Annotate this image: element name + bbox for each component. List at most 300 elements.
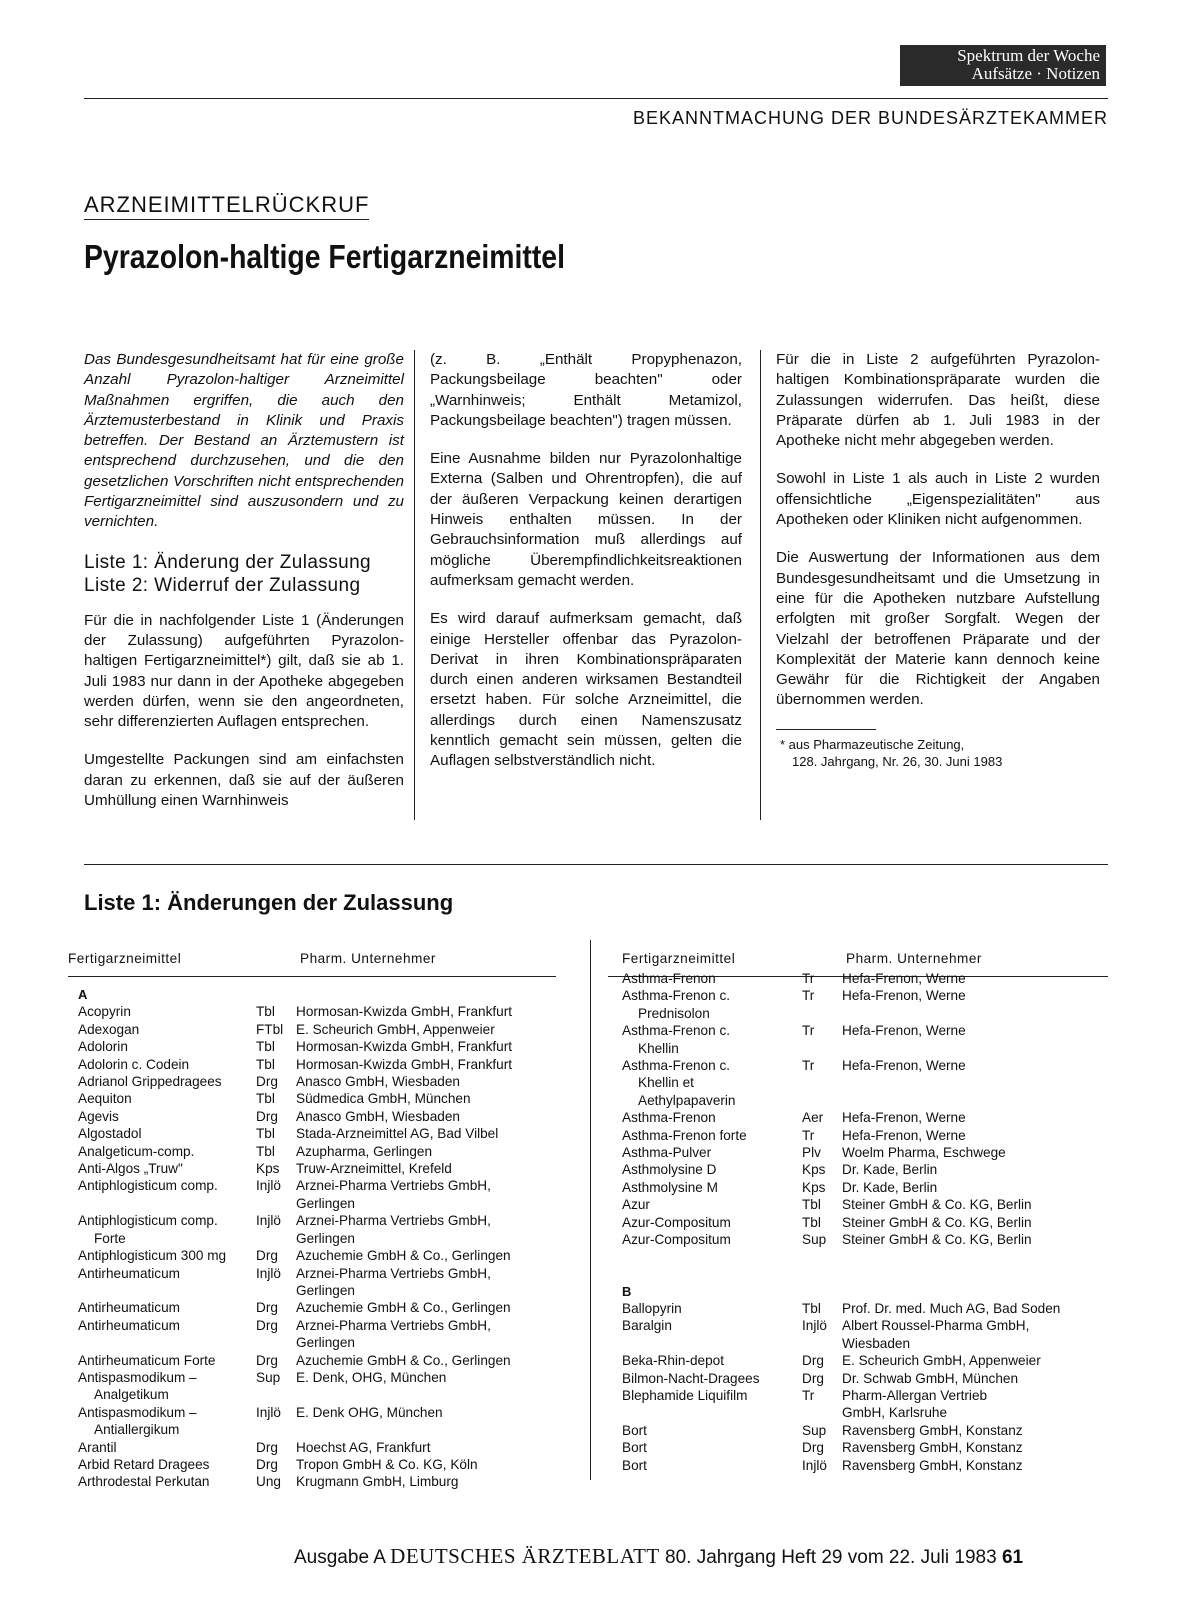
table-row bbox=[622, 1231, 1108, 1248]
drug-name bbox=[78, 1369, 256, 1404]
footer-issue: 80. Jahrgang Heft 29 vom 22. Juli 1983 bbox=[665, 1547, 997, 1568]
paragraph: Sowohl in Liste 1 als auch in Liste 2 wurden offensichtliche „Eigenspezialitäten" aus Apotheken oder Kliniken nicht aufgenommen. bbox=[776, 470, 1100, 529]
drug-name-continuation: Khellin bbox=[638, 1040, 679, 1056]
dosage-form: Injlö bbox=[256, 1213, 281, 1229]
table-row bbox=[78, 1177, 556, 1212]
drug-name bbox=[622, 1144, 802, 1161]
company-line: Gerlingen bbox=[296, 1195, 355, 1211]
table-row bbox=[622, 1022, 1108, 1057]
company bbox=[296, 1143, 556, 1160]
company-line: Anasco GmbH, Wiesbaden bbox=[296, 1074, 460, 1090]
company-line: Azuchemie GmbH & Co., Gerlingen bbox=[296, 1352, 511, 1368]
drug-name-line: Arantil bbox=[78, 1439, 117, 1455]
drug-name bbox=[78, 1143, 256, 1160]
company bbox=[296, 1038, 556, 1055]
dosage-form: Injlö bbox=[256, 1265, 281, 1281]
table-row bbox=[622, 970, 1108, 987]
paragraph: Es wird darauf aufmerksam gemacht, daß einige Hersteller offenbar das Pyrazolon-Derivat in ihren Kombinationspräparaten durch einen anderen wirksamen Bestandteil ersetzt haben. Für solche Arzneimittel, die allerdings durch einen Namenszusatz kenntlich gemacht sein müssen, gelten die Auflagen selbstverständlich nicht. bbox=[430, 610, 742, 770]
company-line: Azupharma, Gerlingen bbox=[296, 1143, 433, 1159]
drug-name bbox=[78, 1439, 256, 1456]
company-line: Tropon GmbH & Co. KG, Köln bbox=[296, 1456, 478, 1472]
table-rows bbox=[78, 986, 556, 1491]
table-row bbox=[78, 1056, 556, 1073]
company bbox=[842, 1144, 1108, 1161]
dosage-form: Ung bbox=[256, 1474, 281, 1490]
paragraph: (z. B. „Enthält Propyphenazon, Packungsbeilage beachten" oder „Warnhinweis; Enthält Metamizol, Packungsbeilage beachten") tragen müssen. bbox=[430, 351, 742, 429]
table-row bbox=[78, 1003, 556, 1020]
drug-name bbox=[78, 1073, 256, 1090]
alphabet-letter bbox=[622, 1283, 1108, 1300]
company bbox=[296, 1003, 556, 1020]
drug-name bbox=[622, 1300, 802, 1317]
table-row bbox=[78, 1352, 556, 1369]
company-line: E. Denk OHG, München bbox=[296, 1404, 443, 1420]
dosage-form: Injlö bbox=[256, 1404, 281, 1420]
article-column-3 bbox=[776, 350, 1100, 770]
company-line: Azuchemie GmbH & Co., Gerlingen bbox=[296, 1248, 511, 1264]
company-line: Hormosan-Kwizda GmbH, Frankfurt bbox=[296, 1056, 513, 1072]
company-line: Gerlingen bbox=[296, 1230, 355, 1246]
drug-name-line: Asthma-Frenon c. bbox=[622, 988, 731, 1004]
drug-name bbox=[78, 1247, 256, 1264]
company bbox=[296, 1299, 556, 1316]
drug-name-line: Asthma-Pulver bbox=[622, 1145, 712, 1161]
list-title: Liste 1: Änderungen der Zulassung bbox=[84, 890, 454, 915]
drug-name bbox=[622, 1196, 802, 1213]
drug-name bbox=[78, 1160, 256, 1177]
company bbox=[842, 1127, 1108, 1144]
dosage-form: FTbl bbox=[256, 1021, 284, 1037]
dosage-form: Tr bbox=[802, 1058, 815, 1074]
table-row bbox=[78, 1369, 556, 1404]
drug-name-line: Aequiton bbox=[78, 1091, 132, 1107]
company bbox=[842, 1457, 1108, 1474]
drug-name bbox=[622, 1022, 802, 1057]
column-header-company: Pharm. Unternehmer bbox=[300, 951, 436, 966]
company bbox=[296, 1090, 556, 1107]
drug-name bbox=[622, 1352, 802, 1369]
dosage-form: Tr bbox=[802, 988, 815, 1004]
dosage-form: Drg bbox=[802, 1440, 824, 1456]
drug-name bbox=[78, 1090, 256, 1107]
drug-name-continuation: Antiallergikum bbox=[94, 1422, 180, 1438]
dosage-form: Drg bbox=[256, 1108, 278, 1124]
dosage-form: Tbl bbox=[256, 1126, 275, 1142]
company bbox=[842, 987, 1108, 1022]
company bbox=[296, 1352, 556, 1369]
company-line: Hefa-Frenon, Werne bbox=[842, 1127, 966, 1143]
company bbox=[296, 1473, 556, 1490]
footnote bbox=[776, 736, 1100, 770]
company bbox=[842, 1057, 1108, 1109]
section-badge bbox=[900, 45, 1106, 86]
subheading bbox=[84, 551, 404, 597]
company-line: Hefa-Frenon, Werne bbox=[842, 988, 966, 1004]
table-row bbox=[78, 1143, 556, 1160]
company bbox=[296, 1265, 556, 1300]
dosage-form: Tbl bbox=[802, 1214, 821, 1230]
company bbox=[296, 1404, 556, 1439]
drug-name bbox=[622, 1161, 802, 1178]
dosage-form: Drg bbox=[256, 1352, 278, 1368]
drug-name-line: Asthma-Frenon bbox=[622, 1110, 716, 1126]
dosage-form: Tbl bbox=[802, 1300, 821, 1316]
footer-edition: Ausgabe A bbox=[294, 1547, 385, 1568]
drug-name bbox=[78, 1404, 256, 1439]
table-row bbox=[622, 1439, 1108, 1456]
dosage-form: Aer bbox=[802, 1110, 824, 1126]
table-row bbox=[622, 1387, 1108, 1422]
company bbox=[842, 1283, 1108, 1300]
drug-name bbox=[78, 1352, 256, 1369]
badge-line-2: Aufsätze · Notizen bbox=[971, 64, 1100, 83]
drug-name bbox=[78, 1456, 256, 1473]
dosage-form: Tbl bbox=[256, 1143, 275, 1159]
drug-name-line: Adexogan bbox=[78, 1021, 140, 1037]
dosage-form: Drg bbox=[802, 1370, 824, 1386]
company-line: E. Scheurich GmbH, Appenweier bbox=[296, 1021, 495, 1037]
dosage-form: Tr bbox=[802, 1387, 815, 1403]
drug-name-line: Antispasmodikum – bbox=[78, 1369, 197, 1385]
company-line: E. Denk, OHG, München bbox=[296, 1369, 447, 1385]
company-line: Hefa-Frenon, Werne bbox=[842, 1023, 966, 1039]
company bbox=[296, 1073, 556, 1090]
page-footer bbox=[294, 1544, 1023, 1569]
dosage-form: Sup bbox=[802, 1422, 827, 1438]
table-row bbox=[78, 1317, 556, 1352]
drug-name-line: Arbid Retard Dragees bbox=[78, 1456, 210, 1472]
table-row bbox=[622, 1249, 1108, 1266]
page-number: 61 bbox=[1001, 1547, 1024, 1568]
drug-name bbox=[622, 1439, 802, 1456]
drug-name-line: Bort bbox=[622, 1457, 647, 1473]
dosage-form: Tbl bbox=[256, 1004, 275, 1020]
company bbox=[842, 1179, 1108, 1196]
drug-name bbox=[78, 1265, 256, 1300]
article-kicker: ARZNEIMITTELRÜCKRUF bbox=[84, 192, 369, 220]
paragraph: Die Auswertung der Informationen aus dem Bundesgesundheitsamt und die Umsetzung in eine für die Apotheken nutzbare Aufstellung erfolgten mit großer Sorgfalt. Wegen der Vielzahl der betroffenen Präparate und der Komplexität der Materie kann dennoch keine Gewähr für die Richtigkeit der Angaben übernommen werden. bbox=[776, 549, 1100, 709]
dosage-form: Plv bbox=[802, 1145, 821, 1161]
article-column-1 bbox=[84, 350, 404, 829]
drug-name-line: Arthrodestal Perkutan bbox=[78, 1474, 210, 1490]
section-heading: BEKANNTMACHUNG DER BUNDESÄRZTEKAMMER bbox=[632, 108, 1108, 128]
dosage-form: Drg bbox=[256, 1456, 278, 1472]
dosage-form bbox=[802, 1283, 842, 1300]
company-line: Arznei-Pharma Vertriebs GmbH, bbox=[296, 1213, 491, 1229]
table-row bbox=[622, 1127, 1108, 1144]
dosage-form bbox=[256, 986, 296, 1003]
subheading-line-2: Liste 2: Widerruf der Zulassung bbox=[84, 574, 361, 596]
drug-name bbox=[622, 970, 802, 987]
drug-name-continuation: Forte bbox=[94, 1230, 126, 1246]
drug-name-line: Blephamide Liquifilm bbox=[622, 1387, 748, 1403]
dosage-form: Tbl bbox=[256, 1091, 275, 1107]
header-rule bbox=[84, 98, 1108, 99]
dosage-form: Kps bbox=[256, 1161, 280, 1177]
company bbox=[842, 1300, 1108, 1317]
company-line: Hefa-Frenon, Werne bbox=[842, 1058, 966, 1074]
drug-name bbox=[622, 1283, 802, 1300]
footnote-line-2: 128. Jahrgang, Nr. 26, 30. Juni 1983 bbox=[792, 753, 1003, 769]
company-line: Azuchemie GmbH & Co., Gerlingen bbox=[296, 1300, 511, 1316]
dosage-form: Kps bbox=[802, 1179, 826, 1195]
drug-name-line: Azur-Compositum bbox=[622, 1214, 731, 1230]
table-row bbox=[622, 1457, 1108, 1474]
table-row bbox=[78, 1247, 556, 1264]
drug-name-line: Asthma-Frenon c. bbox=[622, 1058, 731, 1074]
subheading-line-1: Liste 1: Änderung der Zulassung bbox=[84, 551, 372, 573]
dosage-form: Sup bbox=[256, 1369, 281, 1385]
table-row bbox=[78, 1160, 556, 1177]
company-line: Arznei-Pharma Vertriebs GmbH, bbox=[296, 1178, 491, 1194]
article-column-2 bbox=[430, 350, 742, 790]
company-line: Hefa-Frenon, Werne bbox=[842, 971, 966, 986]
drug-name-line: Bort bbox=[622, 1422, 647, 1438]
company bbox=[842, 1196, 1108, 1213]
dosage-form: Tr bbox=[802, 1023, 815, 1039]
company bbox=[842, 1161, 1108, 1178]
dosage-form: Tbl bbox=[802, 1197, 821, 1213]
drug-name-continuation: Prednisolon bbox=[638, 1005, 710, 1021]
company bbox=[842, 1439, 1108, 1456]
company bbox=[296, 986, 556, 1003]
company-line: Hormosan-Kwizda GmbH, Frankfurt bbox=[296, 1039, 513, 1055]
company bbox=[296, 1247, 556, 1264]
footnote-line-1: * aus Pharmazeutische Zeitung, bbox=[780, 736, 965, 752]
dosage-form: Injlö bbox=[802, 1318, 827, 1334]
company-line: Krugmann GmbH, Limburg bbox=[296, 1474, 459, 1490]
drug-name-line: Asthmolysine D bbox=[622, 1162, 717, 1178]
paragraph: Für die in Liste 2 aufgeführten Pyrazolon-haltigen Kombinationspräparate wurden die Zulassungen widerrufen. Das heißt, diese Präparate dürfen ab 1. Juli 1983 in der Apotheke nicht mehr abgegeben werden. bbox=[776, 351, 1100, 450]
drug-name-continuation: Khellin et bbox=[638, 1075, 694, 1091]
table-row bbox=[622, 1144, 1108, 1161]
drug-name bbox=[78, 1003, 256, 1020]
table-row bbox=[622, 1057, 1108, 1109]
company bbox=[296, 1212, 556, 1247]
company-line: Stada-Arzneimittel AG, Bad Vilbel bbox=[296, 1126, 499, 1142]
drug-name-line: Ballopyrin bbox=[622, 1300, 682, 1316]
company-line: Hormosan-Kwizda GmbH, Frankfurt bbox=[296, 1004, 513, 1020]
company-line: Ravensberg GmbH, Konstanz bbox=[842, 1457, 1023, 1473]
drug-name bbox=[78, 1125, 256, 1142]
drug-name-line: Agevis bbox=[78, 1108, 119, 1124]
paragraph: Umgestellte Packungen sind am einfachsten daran zu erkennen, daß sie auf der äußeren Umhüllung einen Warnhinweis bbox=[84, 751, 404, 810]
table-row bbox=[78, 1125, 556, 1142]
drug-name-line: Asthma-Frenon c. bbox=[622, 1023, 731, 1039]
article-lead: Das Bundesgesundheitsamt hat für eine große Anzahl Pyrazolon-haltiger Arzneimittel Maßnahmen ergriffen, die auch den Ärztemusterbestand in Klinik und Praxis betreffen. Der Bestand an Ärztemustern ist entsprechend durchzusehen, und die den gesetzlichen Vorschriften nicht entsprechenden Fertigarzneimittel sind auszusondern und zu vernichten. bbox=[84, 351, 404, 531]
drug-name-line: Antirheumaticum bbox=[78, 1317, 180, 1333]
company-line: Pharm-Allergan Vertrieb bbox=[842, 1387, 988, 1403]
company-line: Steiner GmbH & Co. KG, Berlin bbox=[842, 1214, 1032, 1230]
dosage-form: Drg bbox=[256, 1439, 278, 1455]
paragraph: Für die in nachfolgender Liste 1 (Änderungen der Zulassung) aufgeführten Pyrazolon-haltigen Fertigarzneimittel*) gilt, daß sie ab 1. Juli 1983 nur dann in der Apotheke abgegeben werden dürfen, wenn sie den angeordneten, sehr differenzierten Auflagen entsprechen. bbox=[84, 611, 404, 731]
drug-name-line: Adolorin c. Codein bbox=[78, 1056, 190, 1072]
column-divider bbox=[414, 350, 415, 820]
company bbox=[842, 1387, 1108, 1422]
dosage-form: Injlö bbox=[802, 1457, 827, 1473]
company bbox=[842, 1214, 1108, 1231]
table-rows bbox=[622, 970, 1108, 1474]
dosage-form: Kps bbox=[802, 1162, 826, 1178]
company bbox=[842, 1022, 1108, 1057]
table-row bbox=[78, 1108, 556, 1125]
section-rule bbox=[84, 864, 1108, 865]
company-line: Arznei-Pharma Vertriebs GmbH, bbox=[296, 1317, 491, 1333]
table-row bbox=[622, 987, 1108, 1022]
drug-name bbox=[622, 1057, 802, 1109]
table-row bbox=[78, 1456, 556, 1473]
drug-name bbox=[78, 1212, 256, 1247]
dosage-form: Tr bbox=[802, 971, 815, 986]
company bbox=[296, 1456, 556, 1473]
drug-name-line: Baralgin bbox=[622, 1318, 672, 1334]
table-row bbox=[78, 1212, 556, 1247]
dosage-form: Drg bbox=[256, 1300, 278, 1316]
table-row bbox=[78, 1299, 556, 1316]
company bbox=[296, 1108, 556, 1125]
footnote-rule bbox=[776, 729, 876, 730]
dosage-form: Tbl bbox=[256, 1056, 275, 1072]
drug-name bbox=[78, 1317, 256, 1352]
table-row bbox=[78, 1038, 556, 1055]
drug-name-line: Antirheumaticum Forte bbox=[78, 1352, 216, 1368]
table-row bbox=[622, 1196, 1108, 1213]
drug-name-line: Azur-Compositum bbox=[622, 1232, 731, 1248]
column-divider bbox=[760, 350, 761, 820]
company bbox=[842, 1231, 1108, 1248]
company bbox=[842, 1109, 1108, 1126]
drug-name-continuation: Analgetikum bbox=[94, 1387, 169, 1403]
company-line: Steiner GmbH & Co. KG, Berlin bbox=[842, 1197, 1032, 1213]
drug-name-line: Azur bbox=[622, 1197, 650, 1213]
drug-name bbox=[78, 1021, 256, 1038]
drug-name-line: Algostadol bbox=[78, 1126, 142, 1142]
company bbox=[296, 1439, 556, 1456]
company bbox=[842, 1422, 1108, 1439]
drug-name-line: A bbox=[78, 987, 88, 1002]
drug-name bbox=[622, 1127, 802, 1144]
drug-name bbox=[622, 1214, 802, 1231]
drug-name bbox=[622, 1317, 802, 1352]
drug-name-line: Acopyrin bbox=[78, 1004, 131, 1020]
drug-name bbox=[622, 1179, 802, 1196]
company-line: GmbH, Karlsruhe bbox=[842, 1405, 948, 1421]
dosage-form: Drg bbox=[256, 1248, 278, 1264]
drug-name-line: Anti-Algos „Truw" bbox=[78, 1161, 183, 1177]
drug-name-line: Bort bbox=[622, 1440, 647, 1456]
company-line: Dr. Schwab GmbH, München bbox=[842, 1370, 1019, 1386]
table-row bbox=[622, 1161, 1108, 1178]
company bbox=[296, 1317, 556, 1352]
company-line: Arznei-Pharma Vertriebs GmbH, bbox=[296, 1265, 491, 1281]
drug-name-line: Bilmon-Nacht-Dragees bbox=[622, 1370, 760, 1386]
dosage-form: Sup bbox=[802, 1232, 827, 1248]
drug-name-line: Beka-Rhin-depot bbox=[622, 1353, 725, 1369]
company-line: Truw-Arzneimittel, Krefeld bbox=[296, 1161, 452, 1177]
table-row bbox=[622, 1422, 1108, 1439]
table-header-rule bbox=[68, 976, 556, 977]
table-row bbox=[622, 1352, 1108, 1369]
company-line: Anasco GmbH, Wiesbaden bbox=[296, 1108, 460, 1124]
company bbox=[296, 1177, 556, 1212]
dosage-form: Tr bbox=[802, 1127, 815, 1143]
company-line: Woelm Pharma, Eschwege bbox=[842, 1145, 1006, 1161]
alphabet-letter bbox=[78, 986, 556, 1003]
drug-name-line: Analgeticum-comp. bbox=[78, 1143, 195, 1159]
dosage-form: Drg bbox=[256, 1074, 278, 1090]
table-row bbox=[622, 1109, 1108, 1126]
table-row bbox=[78, 1021, 556, 1038]
column-header-drug: Fertigarzneimittel bbox=[68, 951, 182, 966]
company bbox=[296, 1160, 556, 1177]
table-row bbox=[78, 1073, 556, 1090]
drug-name bbox=[622, 1457, 802, 1474]
company-line: Gerlingen bbox=[296, 1282, 355, 1298]
drug-name-line: B bbox=[622, 1283, 632, 1299]
company-line: Albert Roussel-Pharma GmbH, bbox=[842, 1318, 1030, 1334]
company bbox=[842, 1352, 1108, 1369]
paragraph: Eine Ausnahme bilden nur Pyrazolonhaltige Externa (Salben und Ohrentropfen), die auf der äußeren Verpackung keinen derartigen Hinweis enthalten müssen. In der Gebrauchsinformation muß allerdings auf mögliche Überempfindlichkeitsreaktionen aufmerksam gemacht werden. bbox=[430, 450, 742, 589]
drug-name bbox=[622, 1422, 802, 1439]
table-row bbox=[622, 1214, 1108, 1231]
drug-name-line: Asthma-Frenon forte bbox=[622, 1127, 747, 1143]
table-row bbox=[622, 1179, 1108, 1196]
company-line: Dr. Kade, Berlin bbox=[842, 1162, 938, 1178]
drug-name-line: Asthmolysine M bbox=[622, 1179, 718, 1195]
company-line: Südmedica GmbH, München bbox=[296, 1091, 471, 1107]
drug-name-line: Antirheumaticum bbox=[78, 1265, 180, 1281]
drug-name-line: Antirheumaticum bbox=[78, 1300, 180, 1316]
drug-name-line: Antiphlogisticum 300 mg bbox=[78, 1248, 227, 1264]
company-line: Ravensberg GmbH, Konstanz bbox=[842, 1440, 1023, 1456]
dosage-form: Drg bbox=[802, 1353, 824, 1369]
company bbox=[296, 1125, 556, 1142]
company bbox=[296, 1021, 556, 1038]
drug-name bbox=[78, 1473, 256, 1490]
column-header-drug: Fertigarzneimittel bbox=[622, 951, 736, 966]
drug-name bbox=[622, 1231, 802, 1248]
badge-line-1: Spektrum der Woche bbox=[957, 46, 1100, 65]
dosage-form: Tbl bbox=[256, 1039, 275, 1055]
drug-name-continuation: Aethylpapaverin bbox=[638, 1092, 736, 1108]
drug-name-line: Antiphlogisticum comp. bbox=[78, 1213, 218, 1229]
drug-name bbox=[622, 1387, 802, 1422]
drug-name bbox=[622, 1109, 802, 1126]
company-line: Ravensberg GmbH, Konstanz bbox=[842, 1422, 1023, 1438]
drug-name bbox=[78, 1299, 256, 1316]
drug-name-line: Antispasmodikum – bbox=[78, 1404, 197, 1420]
table-row bbox=[78, 1439, 556, 1456]
dosage-form: Drg bbox=[256, 1317, 278, 1333]
drug-name bbox=[78, 1108, 256, 1125]
company bbox=[842, 1370, 1108, 1387]
article-title: Pyrazolon-haltige Fertigarzneimittel bbox=[84, 238, 565, 275]
footer-journal: DEUTSCHES ÄRZTEBLATT bbox=[390, 1544, 660, 1568]
company-line: E. Scheurich GmbH, Appenweier bbox=[842, 1353, 1041, 1369]
drug-name-line: Adolorin bbox=[78, 1039, 128, 1055]
table-row bbox=[78, 1473, 556, 1490]
drug-name-line: Antiphlogisticum comp. bbox=[78, 1178, 218, 1194]
company bbox=[842, 1317, 1108, 1352]
table-row bbox=[622, 1300, 1108, 1317]
company-line: Prof. Dr. med. Much AG, Bad Soden bbox=[842, 1300, 1061, 1316]
table-row bbox=[622, 1317, 1108, 1352]
drug-name bbox=[78, 1038, 256, 1055]
table-divider bbox=[590, 940, 591, 1480]
company bbox=[296, 1056, 556, 1073]
drug-name-line: Adrianol Grippedragees bbox=[78, 1074, 222, 1090]
table-row bbox=[622, 1266, 1108, 1283]
